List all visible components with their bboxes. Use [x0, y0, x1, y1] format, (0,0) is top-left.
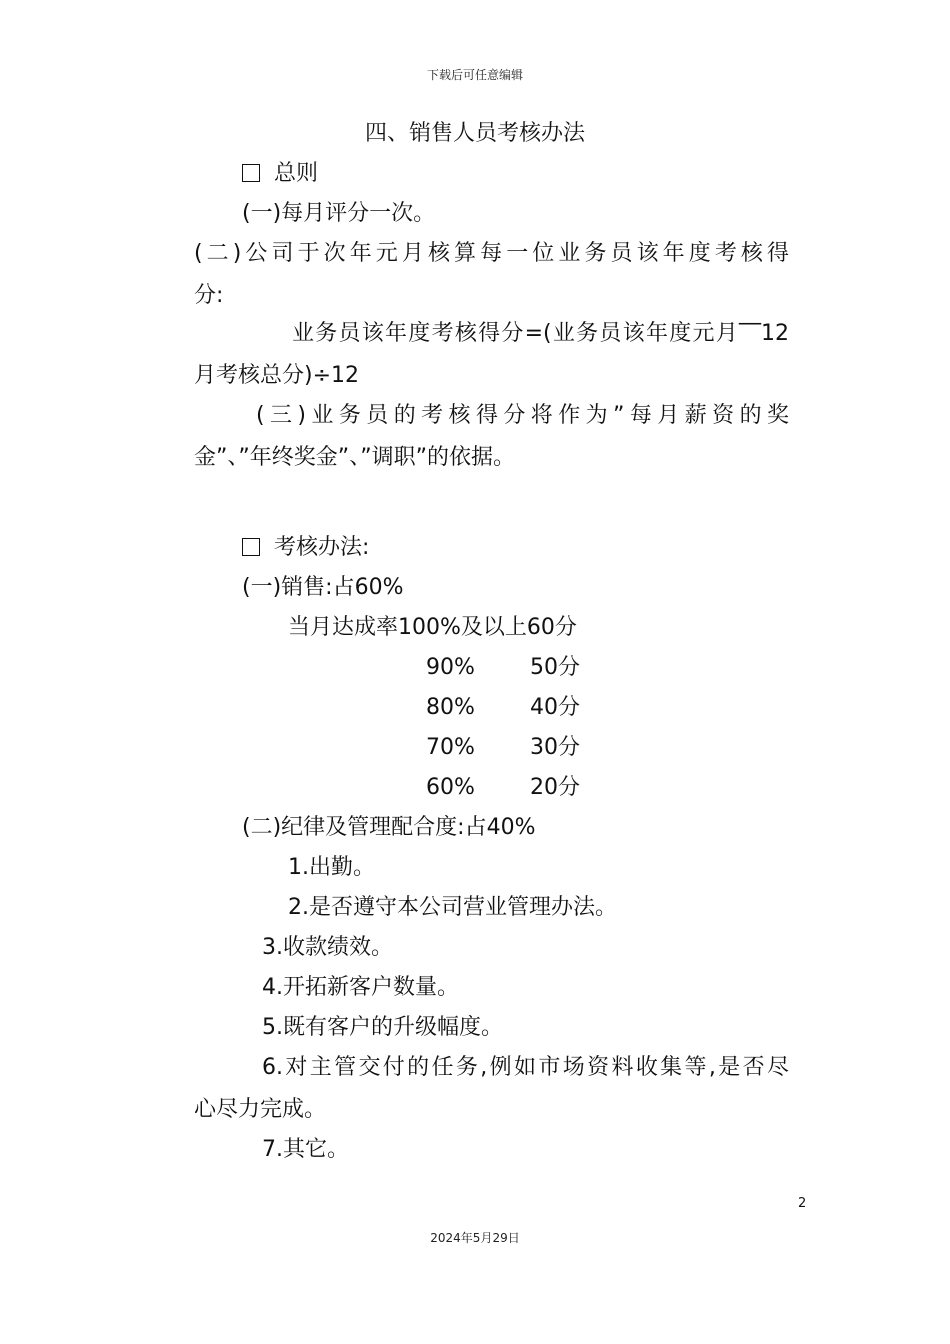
sales-rate: 60% — [426, 775, 475, 800]
document-title: 四、销售人员考核办法 — [364, 121, 585, 146]
sales-rate: 80% — [426, 695, 475, 720]
discipline-item: 7.其它。 — [262, 1137, 349, 1162]
discipline-item: 6.对主管交付的任务,例如市场资料收集等,是否尽 — [262, 1055, 789, 1080]
paragraph-item-1: (一)每月评分一次。 — [242, 201, 436, 226]
sales-rate: 70% — [426, 735, 475, 760]
sales-rate: 90% — [426, 655, 475, 680]
discipline-item: 1.出勤。 — [288, 855, 375, 880]
discipline-item: 2.是否遵守本公司营业管理办法。 — [288, 895, 617, 920]
formula-line-1: 业务员该年度考核得分=(业务员该年度元月‾‾12 — [292, 321, 789, 346]
paragraph-item-2-line-2: 分: — [194, 283, 224, 308]
discipline-item: 4.开拓新客户数量。 — [262, 975, 459, 1000]
sales-first-row: 当月达成率100%及以上60分 — [288, 615, 577, 640]
section-heading-general — [242, 160, 318, 188]
sales-score: 20分 — [530, 775, 580, 800]
section-heading-text: 考核办法: — [274, 535, 370, 560]
discipline-label: (二)纪律及管理配合度:占40% — [242, 815, 536, 840]
sales-score: 40分 — [530, 695, 580, 720]
sales-score: 30分 — [530, 735, 580, 760]
formula-line-2: 月考核总分)÷12 — [194, 363, 360, 388]
sales-score: 50分 — [530, 655, 580, 680]
sales-label: (一)销售:占60% — [242, 575, 404, 600]
page-header-note: 下载后可任意编辑 — [426, 68, 523, 82]
discipline-item: 5.既有客户的升级幅度。 — [262, 1015, 503, 1040]
discipline-item-continuation: 心尽力完成。 — [194, 1097, 327, 1122]
paragraph-item-3-line-2: 金”、”年终奖金”、”调职”的依据。 — [194, 445, 515, 470]
section-heading-method — [242, 534, 369, 562]
paragraph-item-3-line-1: (三)业务员的考核得分将作为”每月薪资的奖 — [256, 403, 789, 428]
paragraph-item-2-line-1: (二)公司于次年元月核算每一位业务员该年度考核得 — [194, 241, 789, 266]
footer-date: 2024年5月29日 — [430, 1231, 520, 1245]
page-number: 2 — [798, 1196, 807, 1211]
section-heading-text: 总则 — [274, 161, 319, 186]
checkbox-square-icon — [242, 538, 260, 556]
discipline-item: 3.收款绩效。 — [262, 935, 393, 960]
checkbox-square-icon — [242, 164, 260, 182]
